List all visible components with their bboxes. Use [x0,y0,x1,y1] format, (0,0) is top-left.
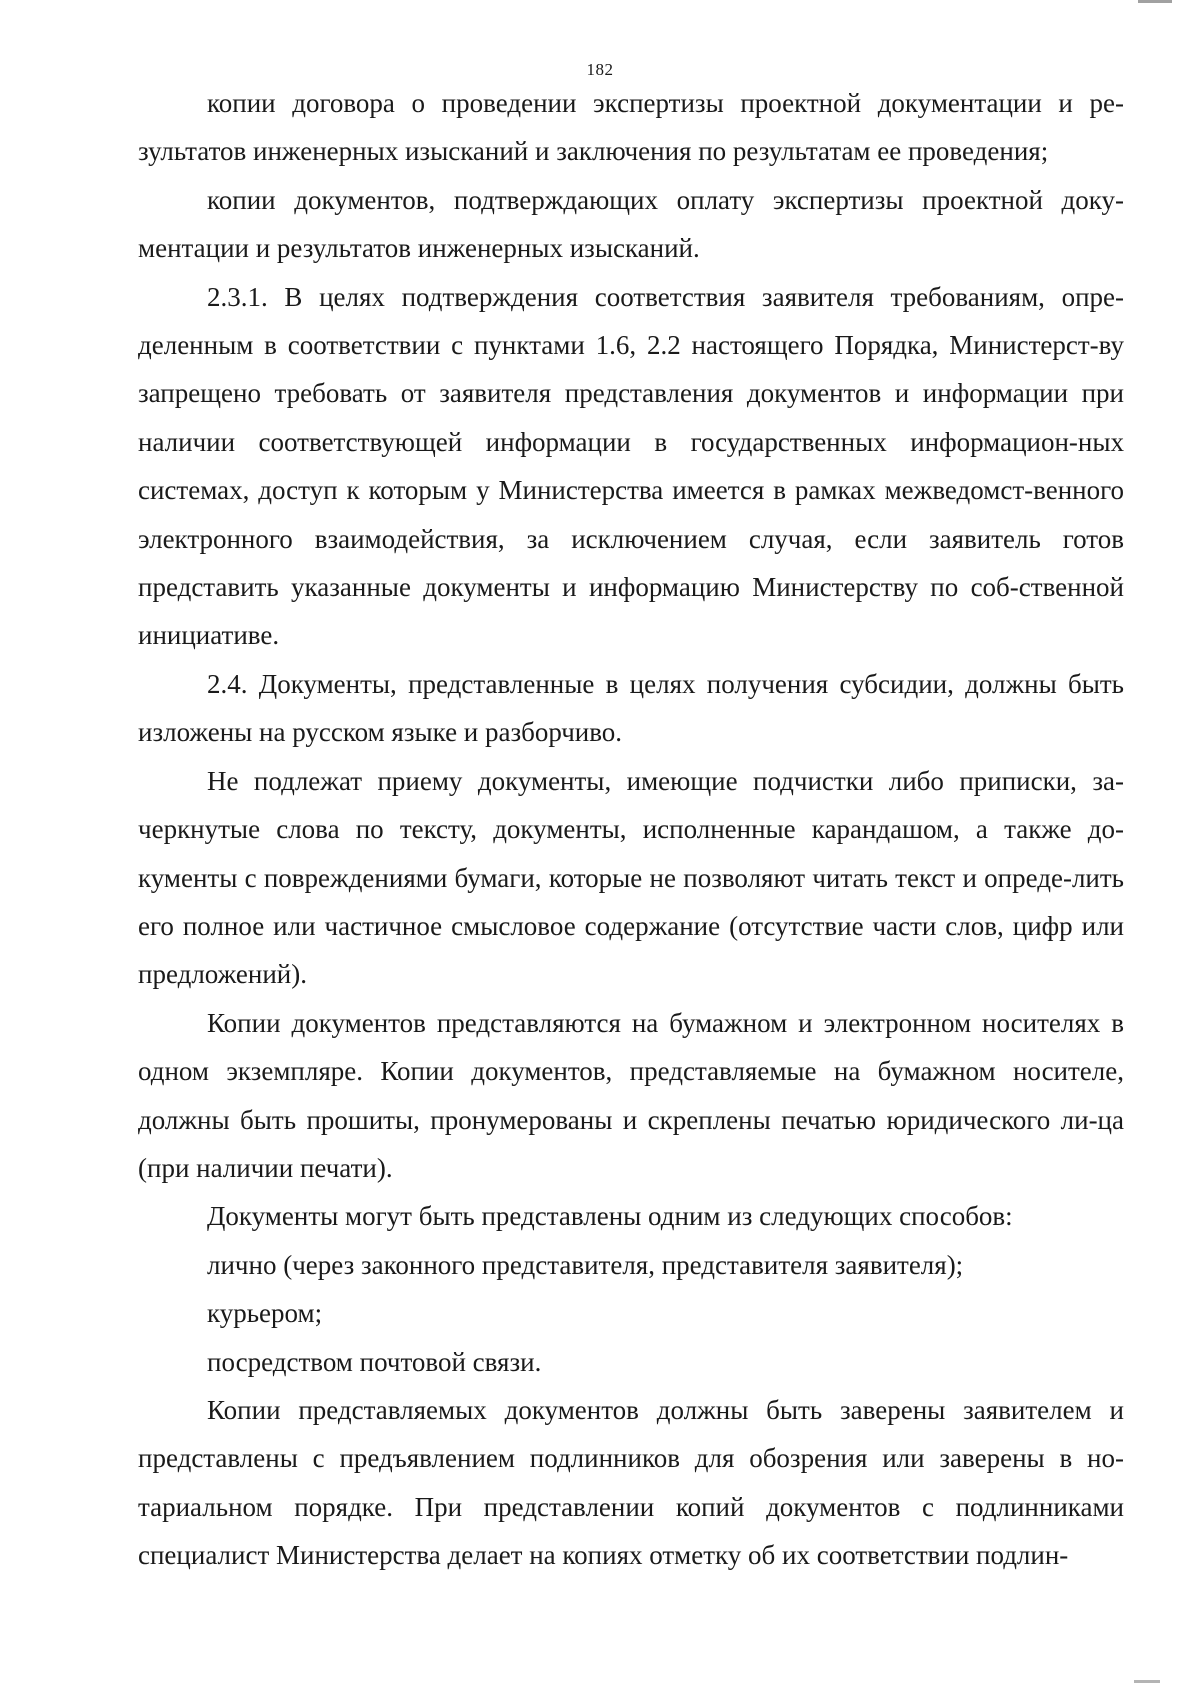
list-item-in-person: лично (через законного представителя, представителя заявителя); [207,1249,964,1280]
paragraph-not-accepted: Не подлежат приему документы, имеющие подчистки либо приписки, за-черкнутые слова по тексту, документы, исполненные карандашом, а также до-кументы с повреждениями бумаги, которые не позволяют читать текст и опреде-лить его полное или частичное смысловое содержание (отсутствие части слов, цифр или предложений). [138,765,1124,990]
paragraph-expertise-contract: копии договора о проведении экспертизы проектной документации и ре-зультатов инженерных изысканий и заключения по результатам ее проведения; [138,88,1124,167]
page-number: 182 [586,60,614,79]
scan-artifact-bottom-right [1134,1680,1160,1683]
paragraph-submission-methods: Документы могут быть представлены одним из следующих способов: [207,1201,1013,1232]
document-body [138,79,1124,1580]
paragraph-2-3-1: 2.3.1. В целях подтверждения соответствия заявителя требованиям, опре-деленным в соответствии с пунктами 1.6, 2.2 настоящего Порядка, Министерст-ву запрещено требовать от заявителя представления документов и информации при наличии соответствующей информации в государственных информацион-ных системах, доступ к которым у Министерства имеется в рамках межведомст-венного электронного взаимодействия, за исключением случая, если заявитель готов представить указанные документы и информацию Министерству по соб-ственной инициативе. [138,281,1124,651]
paragraph-2-4: 2.4. Документы, представленные в целях получения субсидии, должны быть изложены на русском языке и разборчиво. [138,668,1124,748]
list-item-courier: курьером; [207,1298,323,1329]
paragraph-certified-copies: Копии представляемых документов должны быть заверены заявителем и представлены с предъявлением подлинников для обозрения или заверены в но-тариальном порядке. При представлении копий документов с подлинниками специалист Министерства делает на копиях отметку об их соответствии подлин- [138,1394,1124,1571]
paragraph-expertise-payment: копии документов, подтверждающих оплату экспертизы проектной доку-ментации и результатов инженерных изысканий. [138,184,1124,264]
paragraph-copies-media: Копии документов представляются на бумажном и электронном носителях в одном экземпляре. Копии документов, представляемые на бумажном носителе, должны быть прошиты, пронумерованы и скреплены печатью юридического ли-ца (при наличии печати). [138,1007,1124,1183]
list-item-post: посредством почтовой связи. [207,1346,542,1377]
scan-artifact-top-right [1138,0,1172,3]
